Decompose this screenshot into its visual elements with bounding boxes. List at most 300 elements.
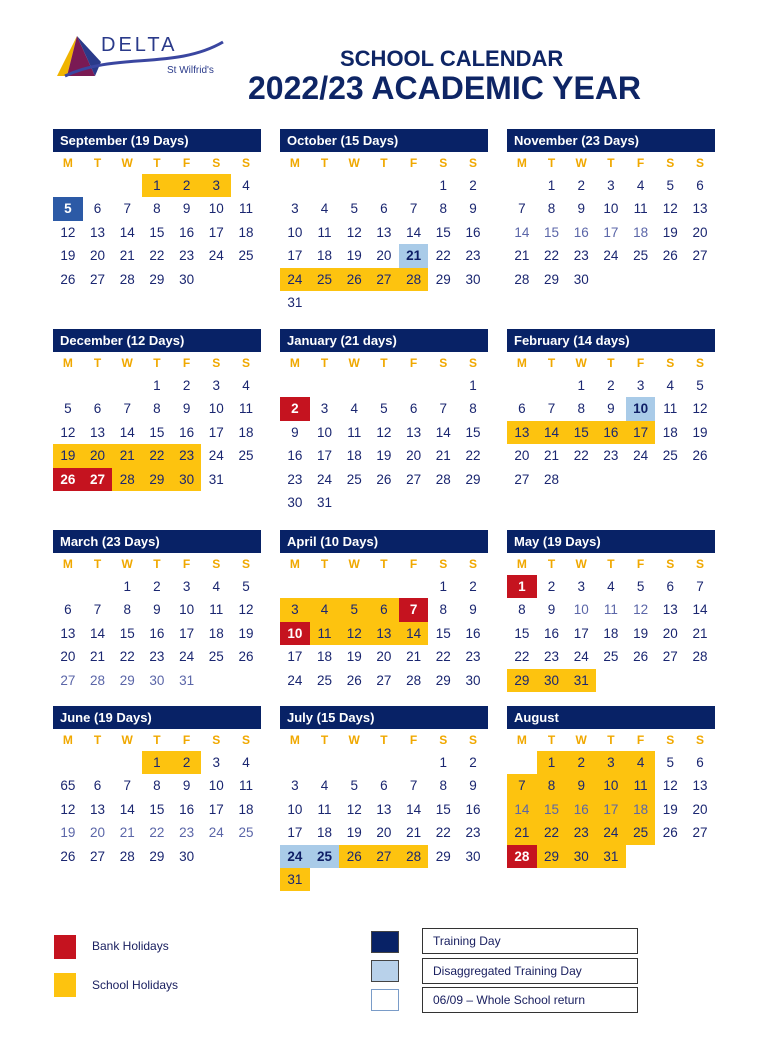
month-title: November (23 Days) (507, 129, 715, 152)
weekday-header: S (468, 156, 477, 170)
day-cell: 15 (514, 625, 530, 641)
day-cell: 16 (287, 448, 303, 464)
day-cell: 6 (93, 778, 102, 794)
day-cell: 13 (90, 801, 106, 817)
day-cell: 23 (573, 248, 589, 264)
day-cell: 4 (350, 401, 358, 417)
day-cell: 17 (287, 825, 303, 841)
day-cell: 11 (238, 201, 253, 217)
day-cell: 25 (208, 649, 224, 665)
day-cell: 30 (149, 672, 165, 688)
day-cell: 19 (238, 625, 254, 641)
day-cell (428, 491, 458, 514)
day-cell: 24 (633, 448, 649, 464)
day-cell (83, 174, 113, 197)
day-cell: 7 (123, 778, 131, 794)
day-cell (596, 468, 626, 491)
day-cell: 13 (692, 201, 708, 217)
day-cell: 27 (376, 672, 392, 688)
day-cell: 13 (60, 625, 76, 641)
day-cell: 4 (242, 378, 250, 393)
day-cell: 20 (692, 801, 708, 817)
month-block (280, 530, 488, 692)
day-cell: 4 (242, 178, 250, 193)
day-cell: 22 (435, 825, 451, 841)
day-cell: 18 (317, 248, 333, 264)
month-days-grid (507, 553, 715, 692)
weekday-header: S (241, 356, 250, 370)
day-cell: 25 (603, 649, 619, 665)
day-cell (83, 575, 113, 598)
day-cell: 17 (208, 224, 224, 240)
day-cell: 65 (60, 778, 76, 794)
day-cell (399, 868, 429, 891)
day-cell: 3 (636, 378, 645, 393)
weekday-header: T (153, 557, 161, 571)
day-cell: 26 (692, 448, 708, 464)
weekday-header: F (409, 733, 418, 747)
day-cell: 19 (376, 448, 392, 464)
day-cell: 24 (208, 825, 224, 841)
day-cell: 28 (514, 271, 530, 287)
day-cell: 22 (119, 649, 135, 665)
day-cell: 15 (537, 798, 567, 821)
month-days-grid (507, 352, 715, 491)
day-cell: 11 (633, 201, 648, 217)
month-days-grid (280, 352, 488, 514)
day-cell: 17 (573, 625, 589, 641)
day-cell: 17 (287, 248, 303, 264)
weekday-header: W (575, 733, 587, 747)
weekday-header: S (468, 557, 477, 571)
day-cell: 22 (465, 448, 481, 464)
day-cell: 19 (662, 801, 678, 817)
day-cell: 11 (238, 778, 253, 794)
day-cell: 20 (376, 649, 392, 665)
day-cell (310, 291, 340, 314)
day-cell (53, 374, 83, 397)
day-cell: 26 (238, 649, 254, 665)
day-cell: 22 (149, 825, 165, 841)
day-cell: 13 (507, 421, 537, 444)
day-cell: 15 (435, 224, 451, 240)
day-cell: 28 (406, 672, 422, 688)
day-cell: 5 (666, 755, 675, 770)
day-cell: 30 (179, 271, 195, 287)
day-cell (596, 268, 626, 291)
day-cell: 10 (208, 401, 224, 417)
weekday-header: W (348, 356, 360, 370)
day-cell (53, 751, 83, 774)
day-cell (399, 751, 429, 774)
day-cell: 1 (577, 378, 585, 393)
month-title: May (19 Days) (507, 530, 715, 553)
day-cell: 10 (287, 801, 303, 817)
day-cell: 6 (93, 401, 102, 417)
weekday-header: W (121, 557, 133, 571)
day-cell: 1 (469, 378, 477, 393)
day-cell: 23 (149, 649, 165, 665)
day-cell (685, 268, 715, 291)
day-cell: 24 (317, 471, 333, 487)
weekday-header: S (695, 356, 704, 370)
day-cell: 7 (409, 201, 418, 217)
legend-training-day: Training Day (422, 928, 638, 954)
weekday-header: W (348, 733, 360, 747)
day-cell (685, 468, 715, 491)
month-days-grid (53, 352, 261, 491)
month-block (507, 530, 715, 692)
day-cell: 25 (238, 248, 254, 264)
legend-whole-school-return: 06/09 – Whole School return (422, 987, 638, 1013)
day-cell: 28 (112, 468, 142, 491)
day-cell: 25 (346, 471, 362, 487)
day-cell: 13 (90, 224, 106, 240)
weekday-header: T (380, 156, 388, 170)
month-block (53, 530, 261, 692)
day-cell: 9 (182, 778, 191, 794)
day-cell (310, 374, 340, 397)
day-cell: 24 (287, 672, 303, 688)
day-cell: 21 (119, 825, 135, 841)
day-cell: 28 (119, 271, 135, 287)
day-cell: 12 (346, 801, 362, 817)
day-cell: 5 (339, 598, 369, 621)
day-cell (231, 845, 261, 868)
weekday-header: S (241, 733, 250, 747)
day-cell: 26 (60, 848, 76, 864)
month-block (507, 329, 715, 491)
day-cell: 1 (153, 378, 161, 393)
day-cell: 18 (208, 625, 224, 641)
day-cell: 14 (406, 224, 422, 240)
day-cell: 16 (573, 224, 589, 240)
day-cell: 14 (119, 224, 135, 240)
day-cell: 8 (577, 401, 585, 417)
day-cell: 31 (208, 471, 224, 487)
day-cell: 28 (544, 471, 560, 487)
weekday-header: F (182, 356, 191, 370)
day-cell: 24 (179, 649, 195, 665)
day-cell: 6 (369, 598, 399, 621)
day-cell: 25 (317, 672, 333, 688)
day-cell (339, 751, 369, 774)
day-cell: 17 (208, 801, 224, 817)
day-cell: 29 (142, 468, 172, 491)
day-cell: 27 (662, 649, 678, 665)
weekday-header: T (380, 356, 388, 370)
day-cell: 29 (149, 848, 165, 864)
day-cell: 22 (544, 248, 560, 264)
day-cell: 11 (347, 424, 362, 440)
day-cell: 29 (119, 672, 135, 688)
day-cell: 16 (465, 801, 481, 817)
day-cell: 2 (172, 174, 202, 197)
day-cell: 10 (287, 224, 303, 240)
day-cell: 4 (607, 579, 615, 594)
day-cell (112, 374, 142, 397)
weekday-header: S (212, 356, 221, 370)
day-cell: 2 (182, 378, 191, 393)
day-cell: 24 (603, 248, 619, 264)
day-cell: 25 (626, 821, 656, 844)
day-cell: 4 (242, 755, 250, 770)
day-cell: 25 (238, 825, 254, 841)
bank-holiday-swatch (54, 935, 76, 959)
day-cell: 14 (514, 224, 530, 240)
day-cell: 17 (603, 224, 619, 240)
day-cell: 4 (320, 201, 329, 217)
day-cell (53, 174, 83, 197)
day-cell: 20 (60, 649, 76, 665)
day-cell (310, 751, 340, 774)
day-cell: 16 (544, 625, 560, 641)
day-cell: 21 (544, 448, 560, 464)
day-cell: 18 (603, 625, 619, 641)
day-cell: 12 (662, 778, 678, 794)
day-cell: 8 (547, 201, 556, 217)
day-cell: 14 (90, 625, 106, 641)
day-cell: 27 (692, 248, 708, 264)
weekday-header: M (289, 557, 300, 571)
day-cell: 19 (692, 424, 708, 440)
day-cell (428, 868, 458, 891)
day-cell: 5 (666, 178, 675, 193)
day-cell (339, 868, 369, 891)
day-cell: 3 (212, 378, 221, 393)
day-cell: 18 (238, 224, 254, 240)
day-cell: 6 (696, 178, 704, 193)
day-cell: 5 (350, 201, 358, 217)
day-cell: 11 (310, 622, 340, 645)
day-cell: 1 (123, 579, 131, 594)
day-cell: 19 (60, 825, 76, 841)
weekday-header: F (409, 356, 418, 370)
weekday-header: S (241, 557, 250, 571)
day-cell (112, 751, 142, 774)
month-days-grid (53, 553, 261, 692)
weekday-header: T (547, 557, 556, 571)
day-cell: 12 (60, 424, 76, 440)
month-title: October (15 Days) (280, 129, 488, 152)
weekday-header: F (409, 557, 418, 571)
day-cell: 31 (566, 669, 596, 692)
day-cell: 4 (636, 178, 645, 193)
day-cell: 30 (172, 468, 202, 491)
day-cell (369, 868, 399, 891)
day-cell (655, 845, 685, 868)
day-cell: 31 (596, 845, 626, 868)
day-cell: 19 (346, 649, 362, 665)
day-cell (507, 174, 537, 197)
day-cell: 12 (376, 424, 392, 440)
weekday-header: T (320, 733, 329, 747)
day-cell: 3 (182, 579, 191, 594)
day-cell: 27 (90, 271, 106, 287)
day-cell (399, 174, 429, 197)
day-cell: 7 (123, 401, 131, 417)
day-cell: 8 (123, 602, 131, 618)
day-cell: 17 (596, 798, 626, 821)
day-cell: 3 (577, 579, 585, 594)
day-cell: 13 (406, 424, 422, 440)
day-cell: 4 (212, 579, 221, 594)
weekday-header: F (636, 156, 645, 170)
day-cell: 22 (514, 649, 530, 665)
weekday-header: S (439, 557, 448, 571)
day-cell: 18 (662, 424, 678, 440)
day-cell: 8 (439, 201, 448, 217)
day-cell: 19 (633, 625, 649, 641)
day-cell: 27 (83, 468, 113, 491)
weekday-header: M (62, 557, 73, 571)
day-cell: 27 (406, 471, 422, 487)
day-cell: 8 (439, 602, 448, 618)
day-cell: 30 (179, 848, 195, 864)
month-block (280, 129, 488, 314)
day-cell (685, 845, 715, 868)
day-cell: 9 (469, 602, 477, 618)
day-cell: 15 (566, 421, 596, 444)
day-cell (53, 575, 83, 598)
day-cell: 29 (435, 848, 451, 864)
weekday-header: T (380, 557, 388, 571)
day-cell: 23 (179, 248, 195, 264)
day-cell: 13 (662, 602, 678, 618)
day-cell: 21 (507, 821, 537, 844)
weekday-header: F (636, 356, 645, 370)
day-cell: 14 (435, 424, 451, 440)
delta-logo (55, 32, 235, 84)
day-cell: 8 (518, 602, 526, 618)
day-cell: 31 (287, 294, 303, 310)
weekday-header: W (121, 733, 133, 747)
day-cell (201, 669, 231, 692)
day-cell: 6 (518, 401, 526, 417)
day-cell: 18 (346, 448, 362, 464)
day-cell: 10 (626, 397, 656, 420)
day-cell: 7 (399, 598, 429, 621)
day-cell: 27 (90, 848, 106, 864)
day-cell: 5 (64, 401, 72, 417)
day-cell: 6 (93, 201, 102, 217)
day-cell: 22 (435, 248, 451, 264)
whole-school-return-swatch (371, 989, 399, 1011)
weekday-header: M (62, 356, 73, 370)
day-cell (399, 291, 429, 314)
month-title: June (19 Days) (53, 706, 261, 729)
weekday-header: F (636, 733, 645, 747)
day-cell: 10 (573, 602, 589, 618)
day-cell: 19 (346, 248, 362, 264)
day-cell (310, 868, 340, 891)
day-cell: 17 (287, 649, 303, 665)
day-cell: 21 (406, 825, 422, 841)
day-cell: 20 (83, 444, 113, 467)
day-cell: 8 (439, 778, 448, 794)
day-cell: 23 (544, 649, 560, 665)
day-cell: 23 (172, 444, 202, 467)
day-cell: 9 (566, 774, 596, 797)
day-cell: 29 (544, 271, 560, 287)
day-cell: 9 (469, 778, 477, 794)
day-cell: 29 (435, 672, 451, 688)
legend-school-holidays: School Holidays (92, 978, 179, 992)
day-cell (112, 174, 142, 197)
day-cell: 6 (380, 778, 388, 794)
month-days-grid (280, 152, 488, 314)
month-block (53, 329, 261, 491)
day-cell: 26 (633, 649, 649, 665)
day-cell: 23 (287, 471, 303, 487)
weekday-header: S (695, 733, 704, 747)
weekday-header: T (320, 356, 329, 370)
weekday-header: T (153, 356, 161, 370)
day-cell: 12 (692, 401, 708, 417)
day-cell: 24 (596, 821, 626, 844)
weekday-header: M (516, 356, 527, 370)
day-cell (369, 174, 399, 197)
day-cell: 26 (339, 845, 369, 868)
month-title: July (15 Days) (280, 706, 488, 729)
day-cell: 12 (662, 201, 678, 217)
day-cell: 5 (636, 579, 645, 594)
weekday-header: T (547, 156, 556, 170)
day-cell (566, 468, 596, 491)
day-cell: 14 (119, 801, 135, 817)
day-cell: 31 (317, 494, 333, 510)
day-cell: 23 (465, 825, 481, 841)
weekday-header: W (348, 156, 360, 170)
day-cell (369, 491, 399, 514)
day-cell (458, 491, 488, 514)
day-cell: 23 (465, 248, 481, 264)
day-cell: 2 (566, 751, 596, 774)
day-cell: 29 (465, 471, 481, 487)
school-holiday-swatch (54, 973, 76, 997)
day-cell: 26 (53, 468, 83, 491)
day-cell: 6 (64, 602, 72, 618)
day-cell: 24 (208, 448, 224, 464)
day-cell: 3 (280, 598, 310, 621)
day-cell: 2 (469, 579, 477, 594)
day-cell: 29 (537, 845, 567, 868)
day-cell: 12 (339, 622, 369, 645)
day-cell: 23 (179, 825, 195, 841)
day-cell: 12 (60, 801, 76, 817)
day-cell: 22 (573, 448, 589, 464)
day-cell: 20 (376, 248, 392, 264)
day-cell: 6 (380, 201, 388, 217)
day-cell: 26 (339, 268, 369, 291)
day-cell: 21 (90, 649, 106, 665)
weekday-header: M (289, 733, 300, 747)
day-cell (507, 751, 537, 774)
day-cell: 5 (696, 378, 704, 393)
month-block (507, 706, 715, 868)
page-title: SCHOOL CALENDAR (340, 46, 564, 71)
day-cell: 18 (238, 801, 254, 817)
weekday-header: T (607, 733, 615, 747)
day-cell: 28 (399, 268, 429, 291)
day-cell (231, 468, 261, 491)
day-cell: 28 (692, 649, 708, 665)
day-cell: 30 (465, 271, 481, 287)
day-cell: 4 (320, 778, 329, 794)
day-cell (399, 491, 429, 514)
month-days-grid (507, 729, 715, 868)
day-cell: 4 (310, 598, 340, 621)
